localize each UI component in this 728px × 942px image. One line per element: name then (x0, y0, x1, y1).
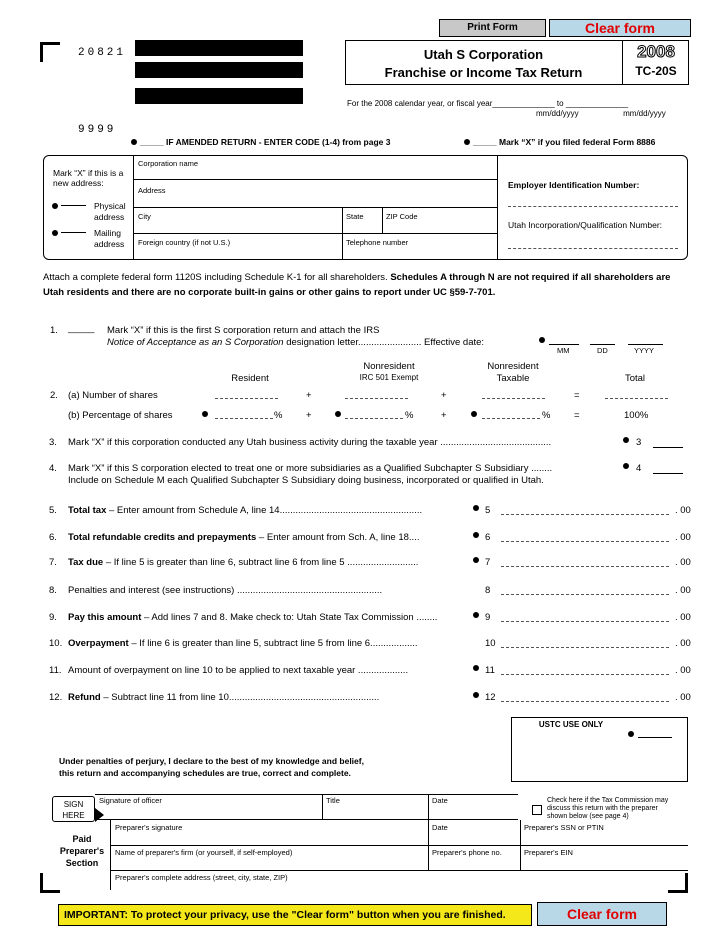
physical-label: Physical (94, 201, 126, 211)
line2b-dot1-icon (202, 411, 208, 417)
preparer-signature-field[interactable]: Preparer's signature (115, 823, 183, 832)
line-desc: – Add lines 7 and 8. Make check to: Utah State Tax Commission ........ (141, 612, 438, 623)
dot-icon (473, 557, 479, 563)
line-desc: – Enter amount from Sch. A, line 18.... (256, 532, 420, 543)
line-amount-field[interactable] (501, 612, 669, 622)
line-cents: . 00 (675, 557, 691, 568)
dot-icon (473, 692, 479, 698)
zip-field[interactable]: ZIP Code (386, 212, 418, 221)
preparers-label: Preparer's (59, 846, 105, 856)
line1-text: Mark “X” if this is the first S corporation return and attach the IRS (107, 325, 380, 336)
ustc-dot-icon (628, 731, 634, 737)
physical-checkbox[interactable] (61, 205, 86, 206)
line-box-number: 11 (485, 665, 495, 676)
plus-4: + (441, 410, 447, 421)
f8886-dot-icon (464, 139, 470, 145)
col-total: Total (624, 373, 646, 384)
col-nonresident2: Nonresident (487, 361, 539, 372)
line-amount-field[interactable] (501, 505, 669, 515)
line-cents: . 00 (675, 612, 691, 623)
line-box-number: 8 (485, 585, 491, 596)
discuss-checkbox[interactable] (532, 805, 542, 815)
line-amount-field[interactable] (501, 585, 669, 595)
line-bold: Tax due (68, 557, 104, 568)
dot-icon (473, 665, 479, 671)
perjury-line2: this return and accompanying schedules are true, correct and complete. (59, 768, 351, 778)
line-amount-field[interactable] (501, 692, 669, 702)
line-bold: Overpayment (68, 638, 129, 649)
line-number: 10. (49, 638, 63, 649)
form-number: TC-20S (635, 64, 677, 78)
barcode-bar-3 (135, 88, 303, 104)
new-address-label: Mark “X” if this is a new address: (53, 168, 124, 188)
line-box-number: 4 (636, 463, 642, 474)
pct-3: % (542, 410, 551, 421)
address-field[interactable]: Address (138, 186, 166, 195)
amended-code-field[interactable]: _____ IF AMENDED RETURN - ENTER CODE (1-4) from page 3 (140, 137, 391, 147)
line2b-nr-exempt[interactable] (345, 418, 403, 419)
col-nonresident1: Nonresident (363, 361, 415, 372)
line-text (68, 638, 418, 649)
line-text (68, 665, 408, 676)
line-text (68, 692, 379, 703)
attach-instructions: Attach a complete federal form 1120S including Schedule K-1 for all shareholders. Schedules A through N are not required if all shareholders are Utah residents and there are no corporate built-in gains or other gains to report under UC §59-7-701. (43, 272, 671, 298)
line1-text2: Notice of Acceptance as an S Corporation designation letter........................ Effective date: (107, 337, 485, 348)
plus-3: + (306, 410, 312, 421)
line-cents: . 00 (675, 532, 691, 543)
form-code-mid: 9999 (78, 124, 117, 136)
form-year: 2008 (637, 42, 675, 61)
print-form-button[interactable]: Print Form (439, 19, 546, 37)
section-label: Section (65, 858, 99, 868)
dot-icon (473, 532, 479, 538)
line-text2: Include on Schedule M each Qualified Subchapter S Subsidiary doing business, incorporated or qualified in Utah. (68, 475, 544, 486)
clear-form-bottom-button[interactable]: Clear form (537, 902, 667, 926)
line-bold: Total tax (68, 505, 107, 516)
col-irc501: IRC 501 Exempt (359, 373, 419, 382)
effective-mm[interactable] (549, 344, 579, 345)
line-desc: – Enter amount from Schedule A, line 14...................................................... (106, 505, 423, 516)
officer-date-field[interactable]: Date (432, 796, 448, 805)
pct-1: % (274, 410, 283, 421)
utah-inc-field[interactable] (508, 248, 678, 249)
line-desc: – If line 6 is greater than line 5, subtract line 5 from line 6.................. (128, 638, 418, 649)
preparer-ein-field[interactable]: Preparer's EIN (524, 848, 573, 857)
line-cents: . 00 (675, 665, 691, 676)
mailing-checkbox[interactable] (61, 232, 86, 233)
line-cents: . 00 (675, 692, 691, 703)
corner-mark-tl-v (40, 42, 43, 62)
dd-label: DD (597, 346, 608, 355)
dot-icon (623, 463, 629, 469)
plus-1: + (306, 390, 312, 401)
line-amount-field[interactable] (501, 532, 669, 542)
paid-label: Paid (72, 834, 92, 844)
col-resident: Resident (231, 373, 269, 384)
line2a-total[interactable] (605, 398, 668, 399)
preparer-ssn-field[interactable]: Preparer's SSN or PTIN (524, 823, 604, 832)
line-box-number: 12 (485, 692, 496, 703)
barcode-bar-1 (135, 40, 303, 56)
officer-title-field[interactable]: Title (326, 796, 340, 805)
mailing-address-label: address (94, 239, 125, 249)
line-number: 9. (49, 612, 57, 623)
form-8886-field[interactable]: _____ Mark “X” if you filed federal Form 8886 (473, 137, 656, 147)
pct-2: % (405, 410, 414, 421)
yyyy-label: YYYY (634, 346, 655, 355)
line-amount-field[interactable] (501, 557, 669, 567)
dot-icon (473, 505, 479, 511)
physical-dot-icon (52, 203, 58, 209)
corp-name-field[interactable]: Corporation name (138, 159, 199, 168)
line-number: 8. (49, 585, 57, 596)
line-text (68, 532, 419, 543)
eq-2: = (574, 410, 580, 421)
preparer-phone-field[interactable]: Preparer's phone no. (432, 848, 502, 857)
line-desc: – If line 5 is greater than line 6, subtract line 6 from line 5 ........................... (103, 557, 419, 568)
phone-field[interactable]: Telephone number (346, 238, 409, 247)
line1-checkbox[interactable]: _____ (68, 323, 95, 334)
amended-dot-icon (131, 139, 137, 145)
line-cents: . 00 (675, 505, 691, 516)
line-number: 7. (49, 557, 57, 568)
line-cents: . 00 (675, 638, 691, 649)
ein-label: Employer Identification Number: (508, 180, 640, 190)
city-field[interactable]: City (138, 212, 151, 221)
line-text (68, 505, 422, 516)
preparer-firm-field[interactable]: Name of preparer's firm (or yourself, if self-employed) (115, 848, 293, 857)
line2b-dot3-icon (471, 411, 477, 417)
line2b-nr-taxable[interactable] (482, 418, 540, 419)
mm-label: MM (557, 346, 570, 355)
line-bold: Pay this amount (68, 612, 142, 623)
line-text (68, 463, 552, 474)
clear-form-button[interactable]: Clear form (549, 19, 691, 37)
ustc-field[interactable] (638, 737, 672, 738)
mailing-dot-icon (52, 230, 58, 236)
corner-mark-bl-v (40, 873, 43, 893)
physical-address-label: address (94, 212, 125, 222)
country-field[interactable]: Foreign country (if not U.S.) (138, 238, 231, 247)
line-number: 6. (49, 532, 57, 543)
perjury-line1: Under penalties of perjury, I declare to the best of my knowledge and belief, (59, 756, 364, 766)
line-number: 11. (49, 665, 62, 676)
ein-field[interactable] (508, 206, 678, 207)
dot-icon (623, 437, 629, 443)
eq-1: = (574, 390, 580, 401)
line-number: 3. (49, 437, 57, 448)
line2a-label: (a) Number of shares (68, 390, 158, 401)
col-taxable: Taxable (496, 373, 530, 384)
corner-mark-tl (40, 42, 60, 45)
line2a-nr-exempt[interactable] (345, 398, 408, 399)
effective-yyyy[interactable] (628, 344, 663, 345)
important-notice: IMPORTANT: To protect your privacy, use the "Clear form" button when you are finished. (58, 904, 532, 926)
line2a-resident[interactable] (215, 398, 278, 399)
line-box-number: 7 (485, 557, 491, 568)
line2a-nr-taxable[interactable] (482, 398, 545, 399)
period-sub: mm/dd/yyyy mm/dd/yyyy (536, 109, 666, 118)
line-box-number: 10 (485, 638, 496, 649)
line-checkbox[interactable] (653, 473, 683, 474)
line-amount-field[interactable] (501, 638, 669, 648)
form-title-2: Franchise or Income Tax Return (384, 65, 583, 80)
barcode-bar-2 (135, 62, 303, 78)
line-text (68, 585, 382, 596)
here-label: HERE (62, 811, 85, 820)
sign-label: SIGN (63, 800, 84, 809)
line-text (68, 612, 437, 623)
effective-dd[interactable] (590, 344, 615, 345)
state-field[interactable]: State (346, 212, 364, 221)
form-title-1: Utah S Corporation (423, 47, 544, 62)
dot-icon (473, 612, 479, 618)
discuss-label: Check here if the Tax Commission may discuss this return with the preparer shown below (see page 4) (547, 797, 669, 820)
line-desc: Mark “X” if this corporation conducted any Utah business activity during the taxable year .......................................... (68, 437, 552, 448)
plus-2: + (441, 390, 447, 401)
preparer-date-field[interactable]: Date (432, 823, 448, 832)
line-number: 12. (49, 692, 63, 703)
line-box-number: 3 (636, 437, 642, 448)
officer-signature-field[interactable]: Signature of officer (99, 796, 162, 805)
form-code-top: 20821 (78, 47, 127, 59)
line-text (68, 437, 551, 448)
line-desc: Penalties and interest (see instructions) ....................................................... (68, 585, 383, 596)
period-label: For the 2008 calendar year, or fiscal year______________ to ______________ (347, 99, 629, 108)
line-amount-field[interactable] (501, 665, 669, 675)
line-bold: Total refundable credits and prepayments (68, 532, 257, 543)
line2b-total: 100% (624, 410, 649, 421)
line-number: 5. (49, 505, 57, 516)
line-box-number: 6 (485, 532, 491, 543)
line-desc: – Subtract line 11 from line 10......................................................... (100, 692, 380, 703)
effective-date-dot-icon (539, 337, 545, 343)
line-number: 4. (49, 463, 57, 474)
utah-inc-label: Utah Incorporation/Qualification Number: (508, 220, 663, 230)
line-text (68, 557, 418, 568)
corner-mark-bl (40, 890, 60, 893)
mailing-label: Mailing (94, 228, 121, 238)
line2-number: 2. (50, 390, 58, 401)
line1-number: 1. (50, 325, 58, 336)
line-desc: Amount of overpayment on line 10 to be applied to next taxable year ................... (68, 665, 409, 676)
line-bold: Refund (68, 692, 101, 703)
line-checkbox[interactable] (653, 447, 683, 448)
line-box-number: 9 (485, 612, 491, 623)
line2b-label: (b) Percentage of shares (68, 410, 173, 421)
line2b-dot2-icon (335, 411, 341, 417)
line-desc: Mark “X” if this S corporation elected to treat one or more subsidiaries as a Qualified Subchapter S Subsidiary ........ (68, 463, 553, 474)
line2b-resident[interactable] (215, 418, 273, 419)
line-box-number: 5 (485, 505, 491, 516)
line-cents: . 00 (675, 585, 691, 596)
ustc-label: USTC USE ONLY (538, 720, 604, 729)
preparer-address-field[interactable]: Preparer's complete address (street, city, state, ZIP) (115, 873, 288, 882)
